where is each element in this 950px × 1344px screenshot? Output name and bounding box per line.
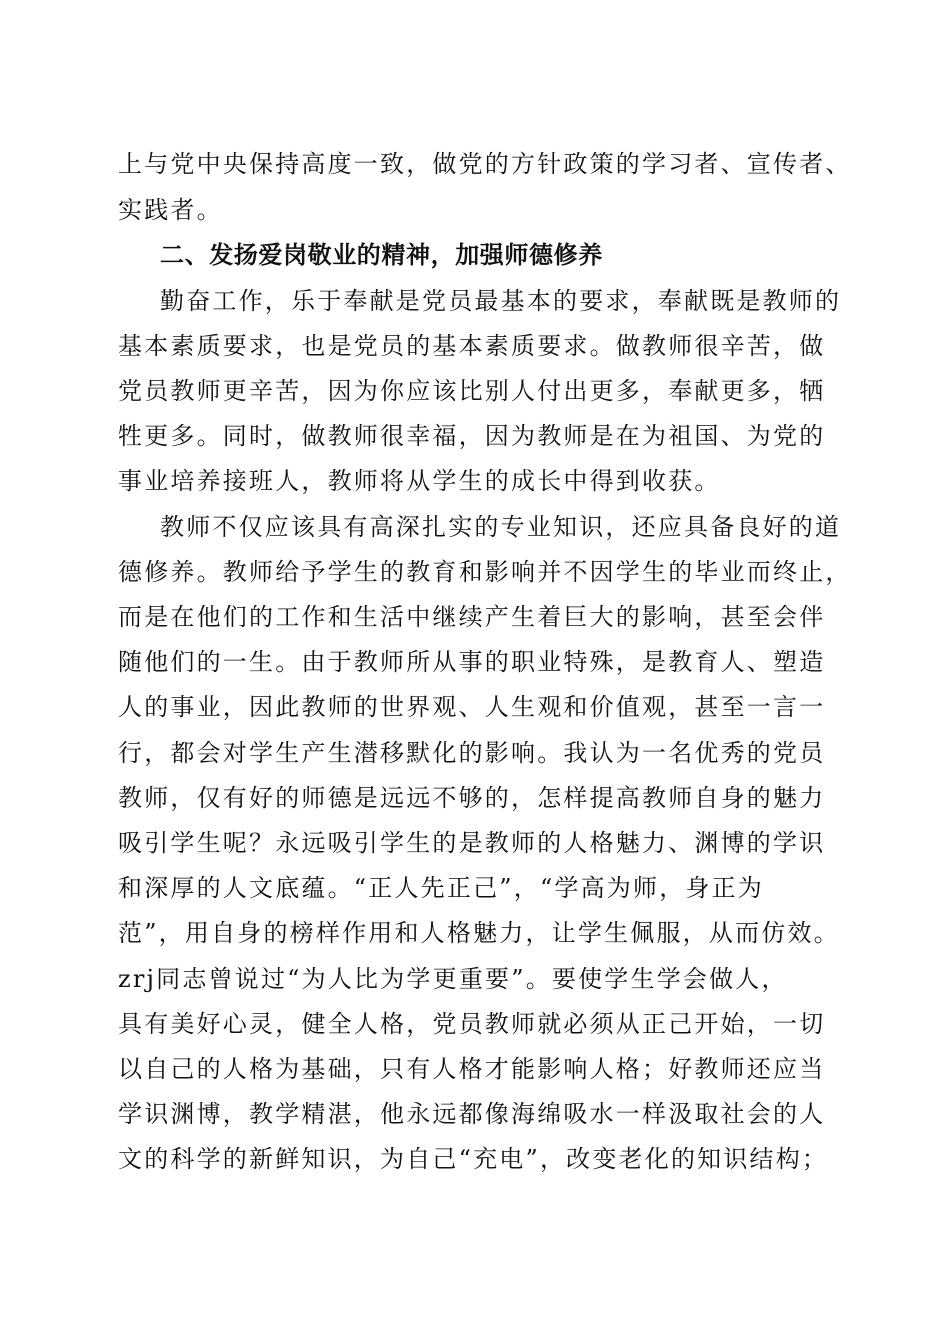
text-line: 教师不仅应该具有高深扎实的专业知识，还应具备良好的道 (160, 513, 842, 541)
text-line: 教师，仅有好的师德是远远不够的，怎样提高教师自身的魅力 (118, 784, 826, 812)
text-line: 学识渊博，教学精湛，他永远都像海绵吸水一样汲取社会的人 (118, 1100, 826, 1128)
text-line: 牲更多。同时，做教师很幸福，因为教师是在为祖国、为党的 (118, 422, 826, 450)
text-line: 和深厚的人文底蕴。“正人先正己”，“学高为师，身正为 (118, 874, 765, 902)
text-line: 德修养。教师给予学生的教育和影响并不因学生的毕业而终止， (118, 558, 852, 586)
text-line: 以自己的人格为基础，只有人格才能影响人格；好教师还应当 (118, 1055, 826, 1083)
text-line: 上与党中央保持高度一致，做党的方针政策的学习者、宣传者、 (118, 150, 852, 178)
text-line: 事业培养接班人，教师将从学生的成长中得到收获。 (118, 467, 721, 495)
text-line: 基本素质要求，也是党员的基本素质要求。做教师很辛苦，做 (118, 332, 826, 360)
text-line: 范”，用自身的榜样作用和人格魅力，让学生佩服，从而仿效。 (118, 919, 840, 947)
text-line: 勤奋工作，乐于奉献是党员最基本的要求，奉献既是教师的 (160, 287, 842, 315)
text-line: zrj同志曾说过“为人比为学更重要”。要使学生学会做人， (118, 965, 788, 993)
text-line: 党员教师更辛苦，因为你应该比别人付出更多，奉献更多，牺 (118, 377, 826, 405)
text-line: 吸引学生呢？永远吸引学生的是教师的人格魅力、渊博的学识 (118, 829, 826, 857)
text-line: 人的事业，因此教师的世界观、人生观和价值观，甚至一言一 (118, 693, 826, 721)
text-line: 随他们的一生。由于教师所从事的职业特殊，是教育人、塑造 (118, 648, 826, 676)
section-heading: 二、发扬爱岗敬业的精神，加强师德修养 (160, 241, 603, 269)
text-line: 行，都会对学生产生潜移默化的影响。我认为一名优秀的党员 (118, 739, 826, 767)
text-line: 而是在他们的工作和生活中继续产生着巨大的影响，甚至会伴 (118, 603, 826, 631)
text-line: 实践者。 (118, 196, 223, 224)
text-line: 文的科学的新鲜知识，为自己“充电”，改变老化的知识结构； (118, 1145, 829, 1173)
text-line: 具有美好心灵，健全人格，党员教师就必须从正己开始，一切 (118, 1010, 826, 1038)
